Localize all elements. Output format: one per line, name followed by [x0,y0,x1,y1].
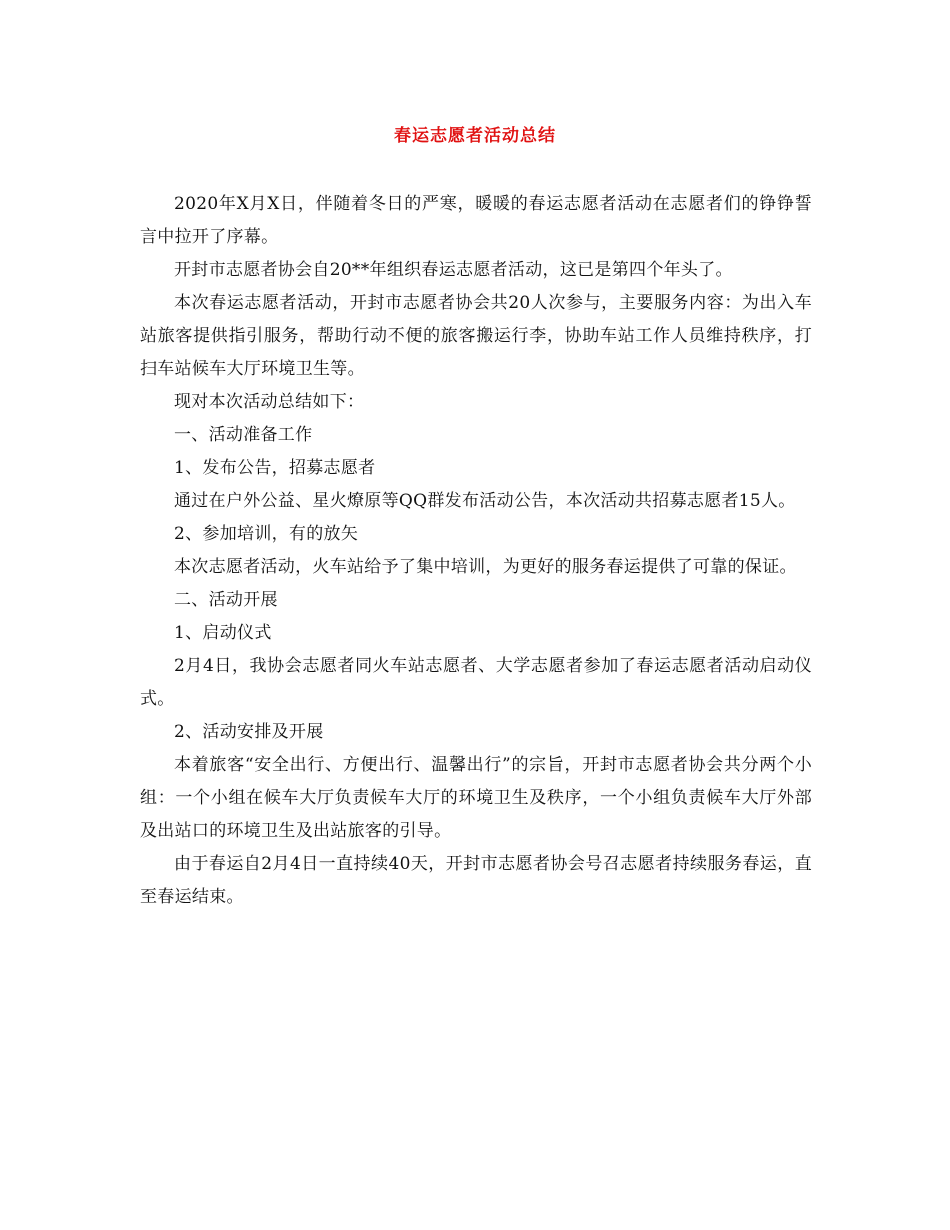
paragraph-arrangement: 本着旅客“安全出行、方便出行、温馨出行”的宗旨，开封市志愿者协会共分两个小组：一个小组在候车大厅负责候车大厅的环境卫生及秩序，一个小组负责候车大厅外部及出站口的环境卫生及出站旅客的引导。 [140,755,812,841]
section-heading-preparation: 一、活动准备工作 [174,425,313,445]
document-body [140,188,812,914]
subheading-arrangement: 2、活动安排及开展 [174,722,324,742]
paragraph-overview: 本次春运志愿者活动，开封市志愿者协会共20人次参与，主要服务内容：为出入车站旅客提供指引服务，帮助行动不便的旅客搬运行李，协助车站工作人员维持秩序，打扫车站候车大厅环境卫生等。 [140,293,812,379]
section-heading-activities: 二、活动开展 [174,590,278,610]
paragraph-duration: 由于春运自2月4日一直持续40天，开封市志愿者协会号召志愿者持续服务春运，直至春运结束。 [140,854,812,907]
document-title: 春运志愿者活动总结 [394,126,556,146]
paragraph-summary-lead: 现对本次活动总结如下： [174,392,365,412]
paragraph-history: 开封市志愿者协会自20**年组织春运志愿者活动，这已是第四个年头了。 [174,260,733,280]
subheading-launch-ceremony: 1、启动仪式 [174,623,272,643]
paragraph-intro: 2020年X月X日，伴随着冬日的严寒，暖暖的春运志愿者活动在志愿者们的铮铮誓言中拉开了序幕。 [140,194,812,247]
subheading-announcement: 1、发布公告，招募志愿者 [174,458,376,478]
paragraph-recruitment: 通过在户外公益、星火燎原等QQ群发布活动公告，本次活动共招募志愿者15人。 [174,491,796,511]
subheading-training: 2、参加培训，有的放矢 [174,524,359,544]
paragraph-training: 本次志愿者活动，火车站给予了集中培训，为更好的服务春运提供了可靠的保证。 [174,557,797,577]
paragraph-launch-ceremony: 2月4日，我协会志愿者同火车站志愿者、大学志愿者参加了春运志愿者活动启动仪式。 [140,656,812,709]
